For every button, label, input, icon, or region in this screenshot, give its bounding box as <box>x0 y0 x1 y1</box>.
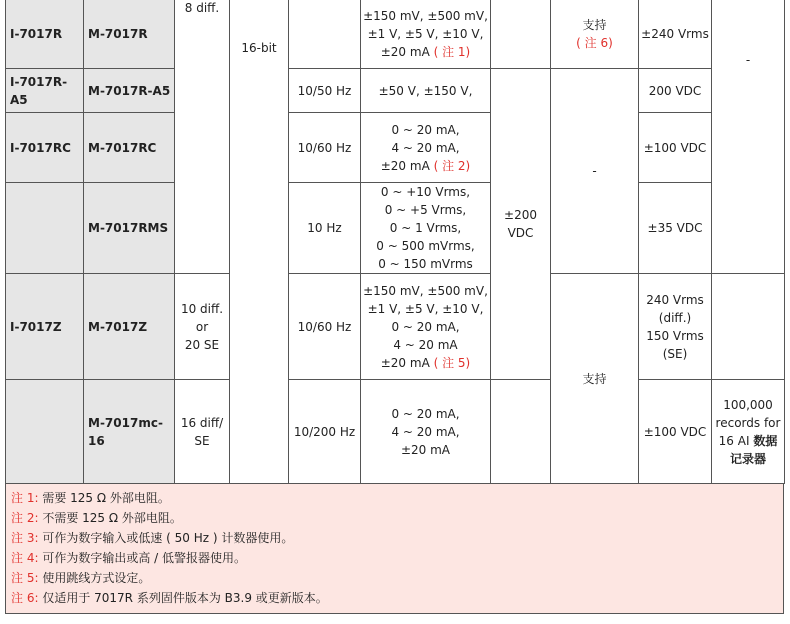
sampling-cell: 10/200 Hz <box>289 380 361 484</box>
footnote-5: 注 5: 使用跳线方式设定。 <box>11 571 151 585</box>
model-i-cell: I-7017R-A5 <box>6 69 84 113</box>
extra-cell: 100,000 records for 16 AI 数据 记录器 <box>712 380 785 484</box>
spec-table <box>5 0 785 484</box>
model-i-cell: I-7017R <box>6 0 84 69</box>
model-i-cell: I-7017Z <box>6 274 84 380</box>
sampling-cell: 10 Hz <box>289 183 361 274</box>
footnote-1: 注 1: 需要 125 Ω 外部电阻。 <box>11 491 170 505</box>
model-m-cell: M-7017R <box>84 0 175 69</box>
extra-cell <box>712 274 785 380</box>
model-m-cell: M-7017RC <box>84 113 175 183</box>
sampling-cell <box>289 0 361 69</box>
input-range-cell: 0 ~ 20 mA, 4 ~ 20 mA, ±20 mA ( 注 2) <box>361 113 491 183</box>
model-m-cell: M-7017Z <box>84 274 175 380</box>
resolution-cell: 16-bit <box>230 0 289 484</box>
model-i-cell <box>6 380 84 484</box>
input-range-cell: ±150 mV, ±500 mV, ±1 V, ±5 V, ±10 V, 0 ~ 20 mA, 4 ~ 20 mA ±20 mA ( 注 5) <box>361 274 491 380</box>
overvoltage-cell: ±100 VDC <box>639 113 712 183</box>
footnote-2: 注 2: 不需要 125 Ω 外部电阻。 <box>11 511 182 525</box>
support-cell: - <box>551 69 639 274</box>
extra-cell: - <box>712 0 785 274</box>
footnote-4: 注 4: 可作为数字输出或高 / 低警报器使用。 <box>11 551 246 565</box>
footnote-6: 注 6: 仅适用于 7017R 系列固件版本为 B3.9 或更新版本。 <box>11 591 328 605</box>
footnotes-box <box>5 483 784 614</box>
isolation-cell <box>491 380 551 484</box>
model-i-cell: I-7017RC <box>6 113 84 183</box>
table-row <box>6 69 785 113</box>
sampling-cell: 10/60 Hz <box>289 274 361 380</box>
overvoltage-cell: 200 VDC <box>639 69 712 113</box>
input-range-cell: 0 ~ +10 Vrms, 0 ~ +5 Vrms, 0 ~ 1 Vrms, 0 ~ 500 mVrms, 0 ~ 150 mVrms <box>361 183 491 274</box>
isolation-cell <box>491 0 551 69</box>
model-m-cell: M-7017mc-16 <box>84 380 175 484</box>
overvoltage-cell: ±240 Vrms <box>639 0 712 69</box>
input-range-cell: ±150 mV, ±500 mV, ±1 V, ±5 V, ±10 V, ±20 mA ( 注 1) <box>361 0 491 69</box>
input-range-cell: 0 ~ 20 mA, 4 ~ 20 mA, ±20 mA <box>361 380 491 484</box>
overvoltage-cell: ±35 VDC <box>639 183 712 274</box>
model-m-cell: M-7017RMS <box>84 183 175 274</box>
overvoltage-cell: 240 Vrms (diff.) 150 Vrms (SE) <box>639 274 712 380</box>
footnote-3: 注 3: 可作为数字输入或低速 ( 50 Hz ) 计数器使用。 <box>11 531 294 545</box>
table-row <box>6 380 785 484</box>
table-row <box>6 274 785 380</box>
table-row <box>6 113 785 183</box>
support-cell: 支持 ( 注 6) <box>551 0 639 69</box>
channels-cell: 8 diff. <box>175 0 230 274</box>
overvoltage-cell: ±100 VDC <box>639 380 712 484</box>
isolation-cell: ±200 VDC <box>491 69 551 380</box>
table-row <box>6 183 785 274</box>
input-range-cell: ±50 V, ±150 V, <box>361 69 491 113</box>
sampling-cell: 10/60 Hz <box>289 113 361 183</box>
support-cell: 支持 <box>551 274 639 484</box>
model-m-cell: M-7017R-A5 <box>84 69 175 113</box>
channels-cell: 10 diff. or 20 SE <box>175 274 230 380</box>
sampling-cell: 10/50 Hz <box>289 69 361 113</box>
model-i-cell <box>6 183 84 274</box>
channels-cell: 16 diff/ SE <box>175 380 230 484</box>
table-row <box>6 0 785 69</box>
